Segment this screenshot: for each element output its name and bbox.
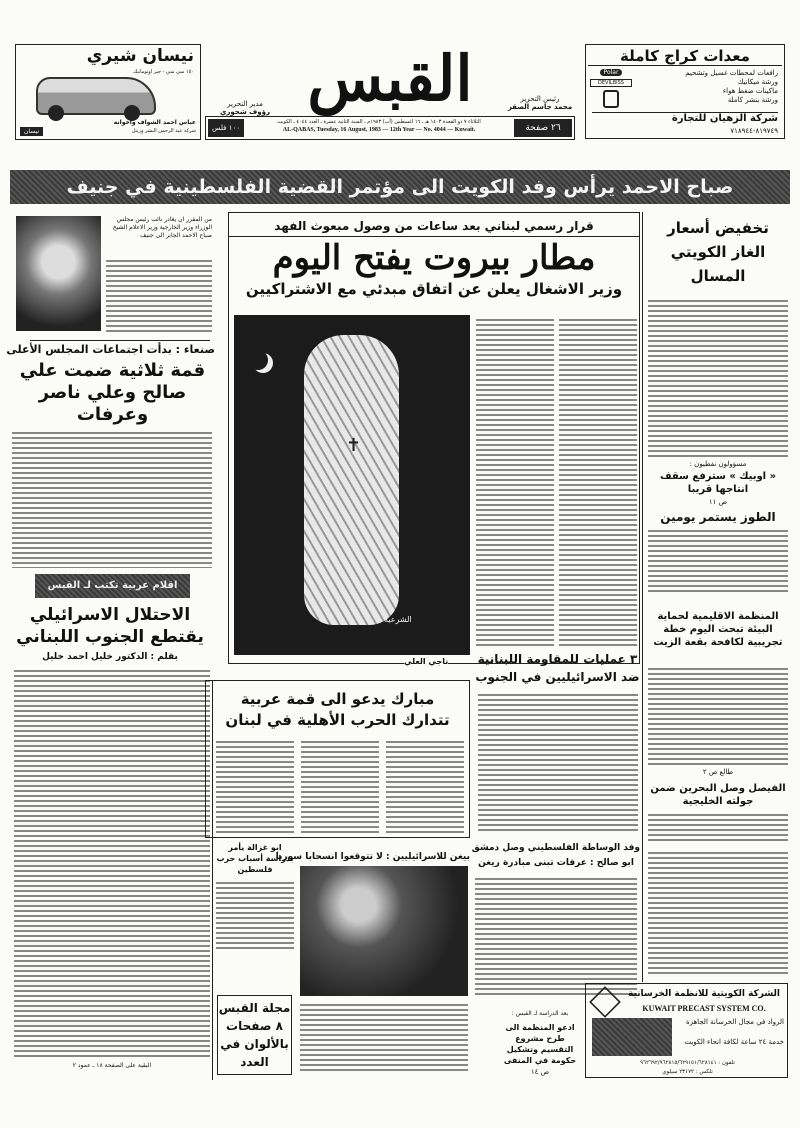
mubarak-headline: مبارك يدعو الى قمة عربية تتدارك الحرب الأهلية في لبنان [225, 690, 450, 729]
mubarak-body-1 [386, 739, 464, 834]
environment-body [648, 666, 788, 766]
main-headline: مطار بيروت يفتح اليوم [272, 238, 596, 278]
column-jump: البقية على الصفحة ١٨ ـ عمود ٢ [14, 1062, 210, 1069]
banner-headline: صباح الاحمد يرأس وفد الكويت الى مؤتمر القضية الفلسطينية في جنيف [10, 170, 790, 204]
managing-editor [205, 100, 285, 116]
column-body [14, 668, 210, 1058]
managing-editor-name: رؤوف شحوري [219, 108, 271, 116]
resistance-headline: ٣ عمليات للمقاومة اللبنانية ضد الاسرائيليين في الجنوب [475, 652, 640, 684]
mediation-headline: وفد الوساطة الفلسطيني وصل دمشق [471, 843, 640, 853]
begin-body [300, 1002, 468, 1072]
ad-dealer: عباس احمد الشواف واخوانه [113, 119, 196, 126]
date-arabic: الثلاثاء ٧ ذو القعدة ١٤٠٣ هـ ـ ١٦ اغسطس (آب) ١٩٨٣م ـ السنة الثانية عشرة ـ العدد ٤٠٤٤ ـ الكويت [277, 119, 481, 125]
precast-phone: تلفون : ٩٦٢٦٩٢/٩٦٢٨١٥/٦٢٩١٥١/٦٢٨١٤١ [640, 1060, 735, 1066]
left-lead-body [106, 258, 212, 332]
crescent-moon-icon [248, 350, 268, 370]
faisal-body [648, 812, 788, 842]
pages-badge: ٢٦ صفحة [514, 119, 572, 137]
editor-name: محمد جاسم الصقر [507, 103, 573, 111]
column-banner: اقلام عربية تكتب لـ القبس [35, 574, 190, 598]
opec-jump: ص ١١ [708, 498, 728, 506]
brand-logos [590, 69, 632, 108]
devilbiss-logo: DEVILBISS [590, 79, 632, 87]
resistance-body [478, 692, 638, 832]
sanaa-headline: قمة ثلاثية ضمت علي صالح وعلي ناصر وعرفات [19, 360, 206, 425]
cartoon-credit: ناجي العلي [404, 657, 449, 666]
gulf-body [648, 850, 788, 975]
abu-ghazala-headline: ابو غزالة يأمر بدراسة أسباب حرب فلسطين [216, 843, 294, 874]
main-story [228, 212, 640, 664]
ad-kuwait-precast [585, 983, 788, 1078]
naji-al-ali-cartoon [234, 315, 470, 655]
editor-label: رئيس التحرير [520, 95, 560, 103]
emblem-icon [603, 90, 619, 108]
column-divider [642, 212, 643, 982]
faisal-headline: الفيصل وصل البحرين ضمن جولته الخليجية [650, 783, 786, 807]
nissan-badge: نيسان [20, 127, 43, 136]
column-headline: الاحتلال الاسرائيلي يقتطع الجنوب اللبناني [16, 605, 204, 647]
date-bar [205, 116, 575, 140]
ad-nissan [15, 44, 201, 140]
cartoon-caption: الشرعية [384, 615, 412, 624]
ad-item: ورشة ميكانيك [737, 78, 778, 86]
car-wheel [48, 105, 64, 121]
environment-jump: طالع ص ٢ [702, 768, 734, 776]
photo-begin [300, 866, 468, 996]
mubarak-body-3 [216, 739, 294, 834]
weather-headline: الطوز يستمر يومين [660, 510, 776, 524]
managing-editor-label: مدير التحرير [227, 100, 263, 108]
price-badge: ١٠٠ فلس [208, 119, 244, 137]
ad-items [638, 69, 778, 105]
ad-phone: ٨١٩٧٤٩-٧١٨٩٤٤ [730, 127, 778, 135]
ad-nissan-subtitle: ١٥٠ سي سي - جير اوتوماتيك [133, 69, 194, 75]
newspaper-logo: القبس [307, 42, 473, 115]
mediation-subhead: ابو صالح : عرفات تبنى مبادرة ريغن [478, 858, 634, 868]
column-byline: بقلم : الدكتور خليل احمد خليل [42, 652, 178, 662]
precast-name-ar: الشركة الكويتية للانظمة الخرسانية [628, 989, 780, 999]
date-english: AL-QABAS, Tuesday, 16 August, 1983 — 12th Year — No. 4044 — Kuwait. [282, 127, 476, 133]
weather-body [648, 528, 788, 593]
ad-nissan-title: نيسان شيري [86, 46, 194, 66]
cross-icon: ✝ [346, 435, 362, 456]
photo-sabah-al-ahmad [16, 216, 101, 331]
gas-headline: تخفيض أسعار الغاز الكويتي المسال [667, 219, 769, 285]
precast-service: خدمة ٢٤ ساعة لكافة انحاء الكويت [684, 1038, 784, 1046]
lebanon-short-jump: ص ١٤ [530, 1068, 550, 1076]
left-lead: من المقرر ان يغادر نائب رئيس مجلس الوزراء وزير الخارجية وزير الاعلام الشيخ صباح الاحمد الجابر الى جنيف [112, 216, 212, 239]
opec-headline: « اوبيك » سترفع سقف انتاجها قريبا [659, 471, 777, 495]
environment-headline: المنظمة الاقليمية لحماية البيئة تبحث اليوم خطة تجريبية لكافحة بقعة الزيت [653, 611, 783, 648]
mubarak-body-2 [301, 739, 379, 834]
gas-body [648, 298, 788, 458]
precast-slogan: الرواد في مجال الخرسانة الجاهزة [685, 1018, 784, 1026]
polar-logo: Polar [600, 69, 622, 76]
begin-headline: بيغن للاسرائيليين : لا تتوقعوا انسحابا سوريا [275, 852, 470, 862]
sanaa-kicker: صنعاء : بدأت اجتماعات المجلس الأعلى [6, 343, 215, 356]
sanaa-body [12, 430, 212, 568]
precast-logo-icon [589, 986, 621, 1018]
mediation-body [475, 876, 637, 996]
main-kicker: قرار رسمي لبناني بعد ساعات من وصول مبعوث الفهد [229, 219, 639, 237]
main-body-col1 [476, 317, 554, 647]
precast-telex: تلكس : ٢٣١٧٢ سيلوي [662, 1069, 713, 1075]
ad-garage-equipment [585, 44, 785, 139]
opec-kicker: مسؤولون نفطيون : [689, 460, 747, 468]
ad-item: رافعات لمحطات غسيل وتشحيم [685, 69, 778, 77]
lebanon-short-headline: ادعو المنظمة الى طرح مشروع التقسيم وتشكيل حكومة في المنفى [503, 1023, 577, 1065]
main-body-col2 [559, 317, 637, 647]
ad-item: ماكينات ضغط هواء [722, 87, 778, 95]
divider [30, 340, 210, 341]
abu-ghazala-body [216, 880, 294, 952]
precast-image [592, 1018, 672, 1056]
editor-in-chief [500, 95, 580, 111]
magazine-promo: مجلة القبس ٨ صفحات بالألوان في العدد [217, 995, 292, 1075]
ad-company: شركة الزهيان للتجارة [592, 112, 778, 124]
mubarak-story [205, 680, 470, 838]
ad-garage-title: معدات كراج كاملة [588, 47, 782, 66]
lebanon-short-kicker: بعد الدراسة لـ القبس : [511, 1010, 569, 1017]
precast-name-en: KUWAIT PRECAST SYSTEM CO. [642, 1004, 766, 1013]
main-subhead: وزير الاشغال يعلن عن اتفاق مبدئي مع الاشتراكيين [245, 280, 623, 298]
ad-dealer-2: شركة عبد الرحمن البشر وزينل [131, 128, 196, 134]
ad-item: ورشة بنشر كاملة [727, 96, 778, 104]
woman-figure [304, 335, 399, 625]
